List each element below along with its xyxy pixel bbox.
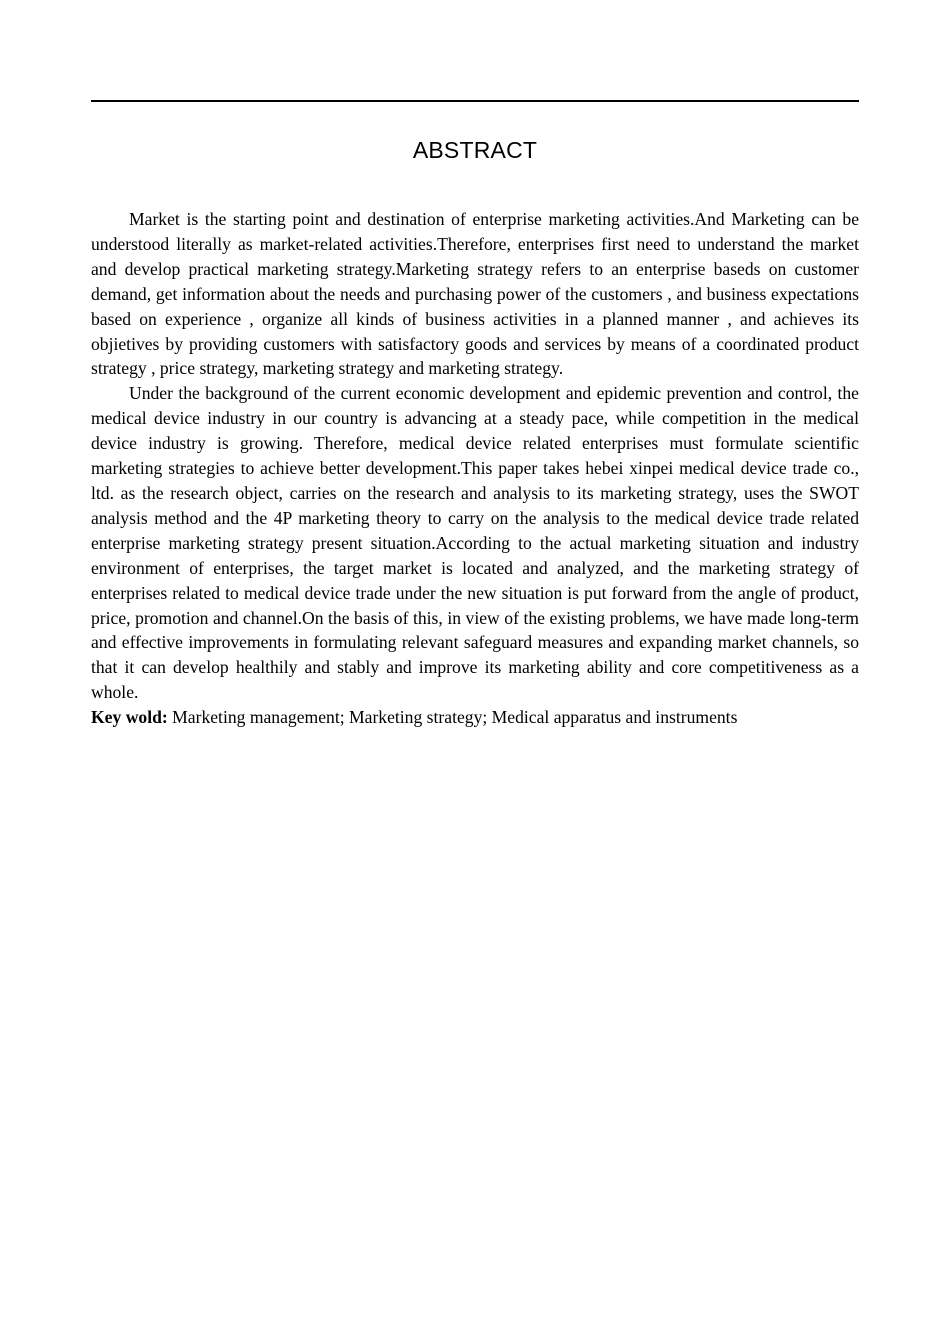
abstract-body xyxy=(91,207,859,730)
abstract-paragraph-2: Under the background of the current economic development and epidemic prevention and control, the medical device industry in our country is advancing at a steady pace, while competition in the medical device industry is growing. Therefore, medical device related enterprises must formulate scientific marketing strategies to achieve better development.This paper takes hebei xinpei medical device trade co., ltd. as the research object, carries on the research and analysis to its marketing strategy, uses the SWOT analysis method and the 4P marketing theory to carry on the analysis to the medical device trade related enterprise marketing strategy present situation.According to the actual marketing situation and industry environment of enterprises, the target market is located and analyzed, and the marketing strategy of enterprises related to medical device trade under the new situation is put forward from the angle of product, price, promotion and channel.On the basis of this, in view of the existing problems, we have made long-term and effective improvements in formulating relevant safeguard measures and expanding market channels, so that it can develop healthily and stably and improve its marketing ability and core competitiveness as a whole. xyxy=(91,383,859,703)
header-rule xyxy=(91,100,859,102)
keywords-line xyxy=(91,705,859,730)
abstract-title: ABSTRACT xyxy=(412,137,538,163)
abstract-paragraph-1: Market is the starting point and destination of enterprise marketing activities.And Marketing can be understood literally as market-related activities.Therefore, enterprises first need to understand the market and develop practical marketing strategy.Marketing strategy refers to an enterprise baseds on customer demand, get information about the needs and purchasing power of the customers , and business expectations based on experience , organize all kinds of business activities in a planned manner , and achieves its objietives by providing customers with satisfactory goods and services by means of a coordinated product strategy , price strategy, marketing strategy and marketing strategy. xyxy=(91,209,859,379)
keywords-value: Marketing management; Marketing strategy; Medical apparatus and instruments xyxy=(167,707,738,728)
keywords-label: Key wold: xyxy=(91,707,168,728)
